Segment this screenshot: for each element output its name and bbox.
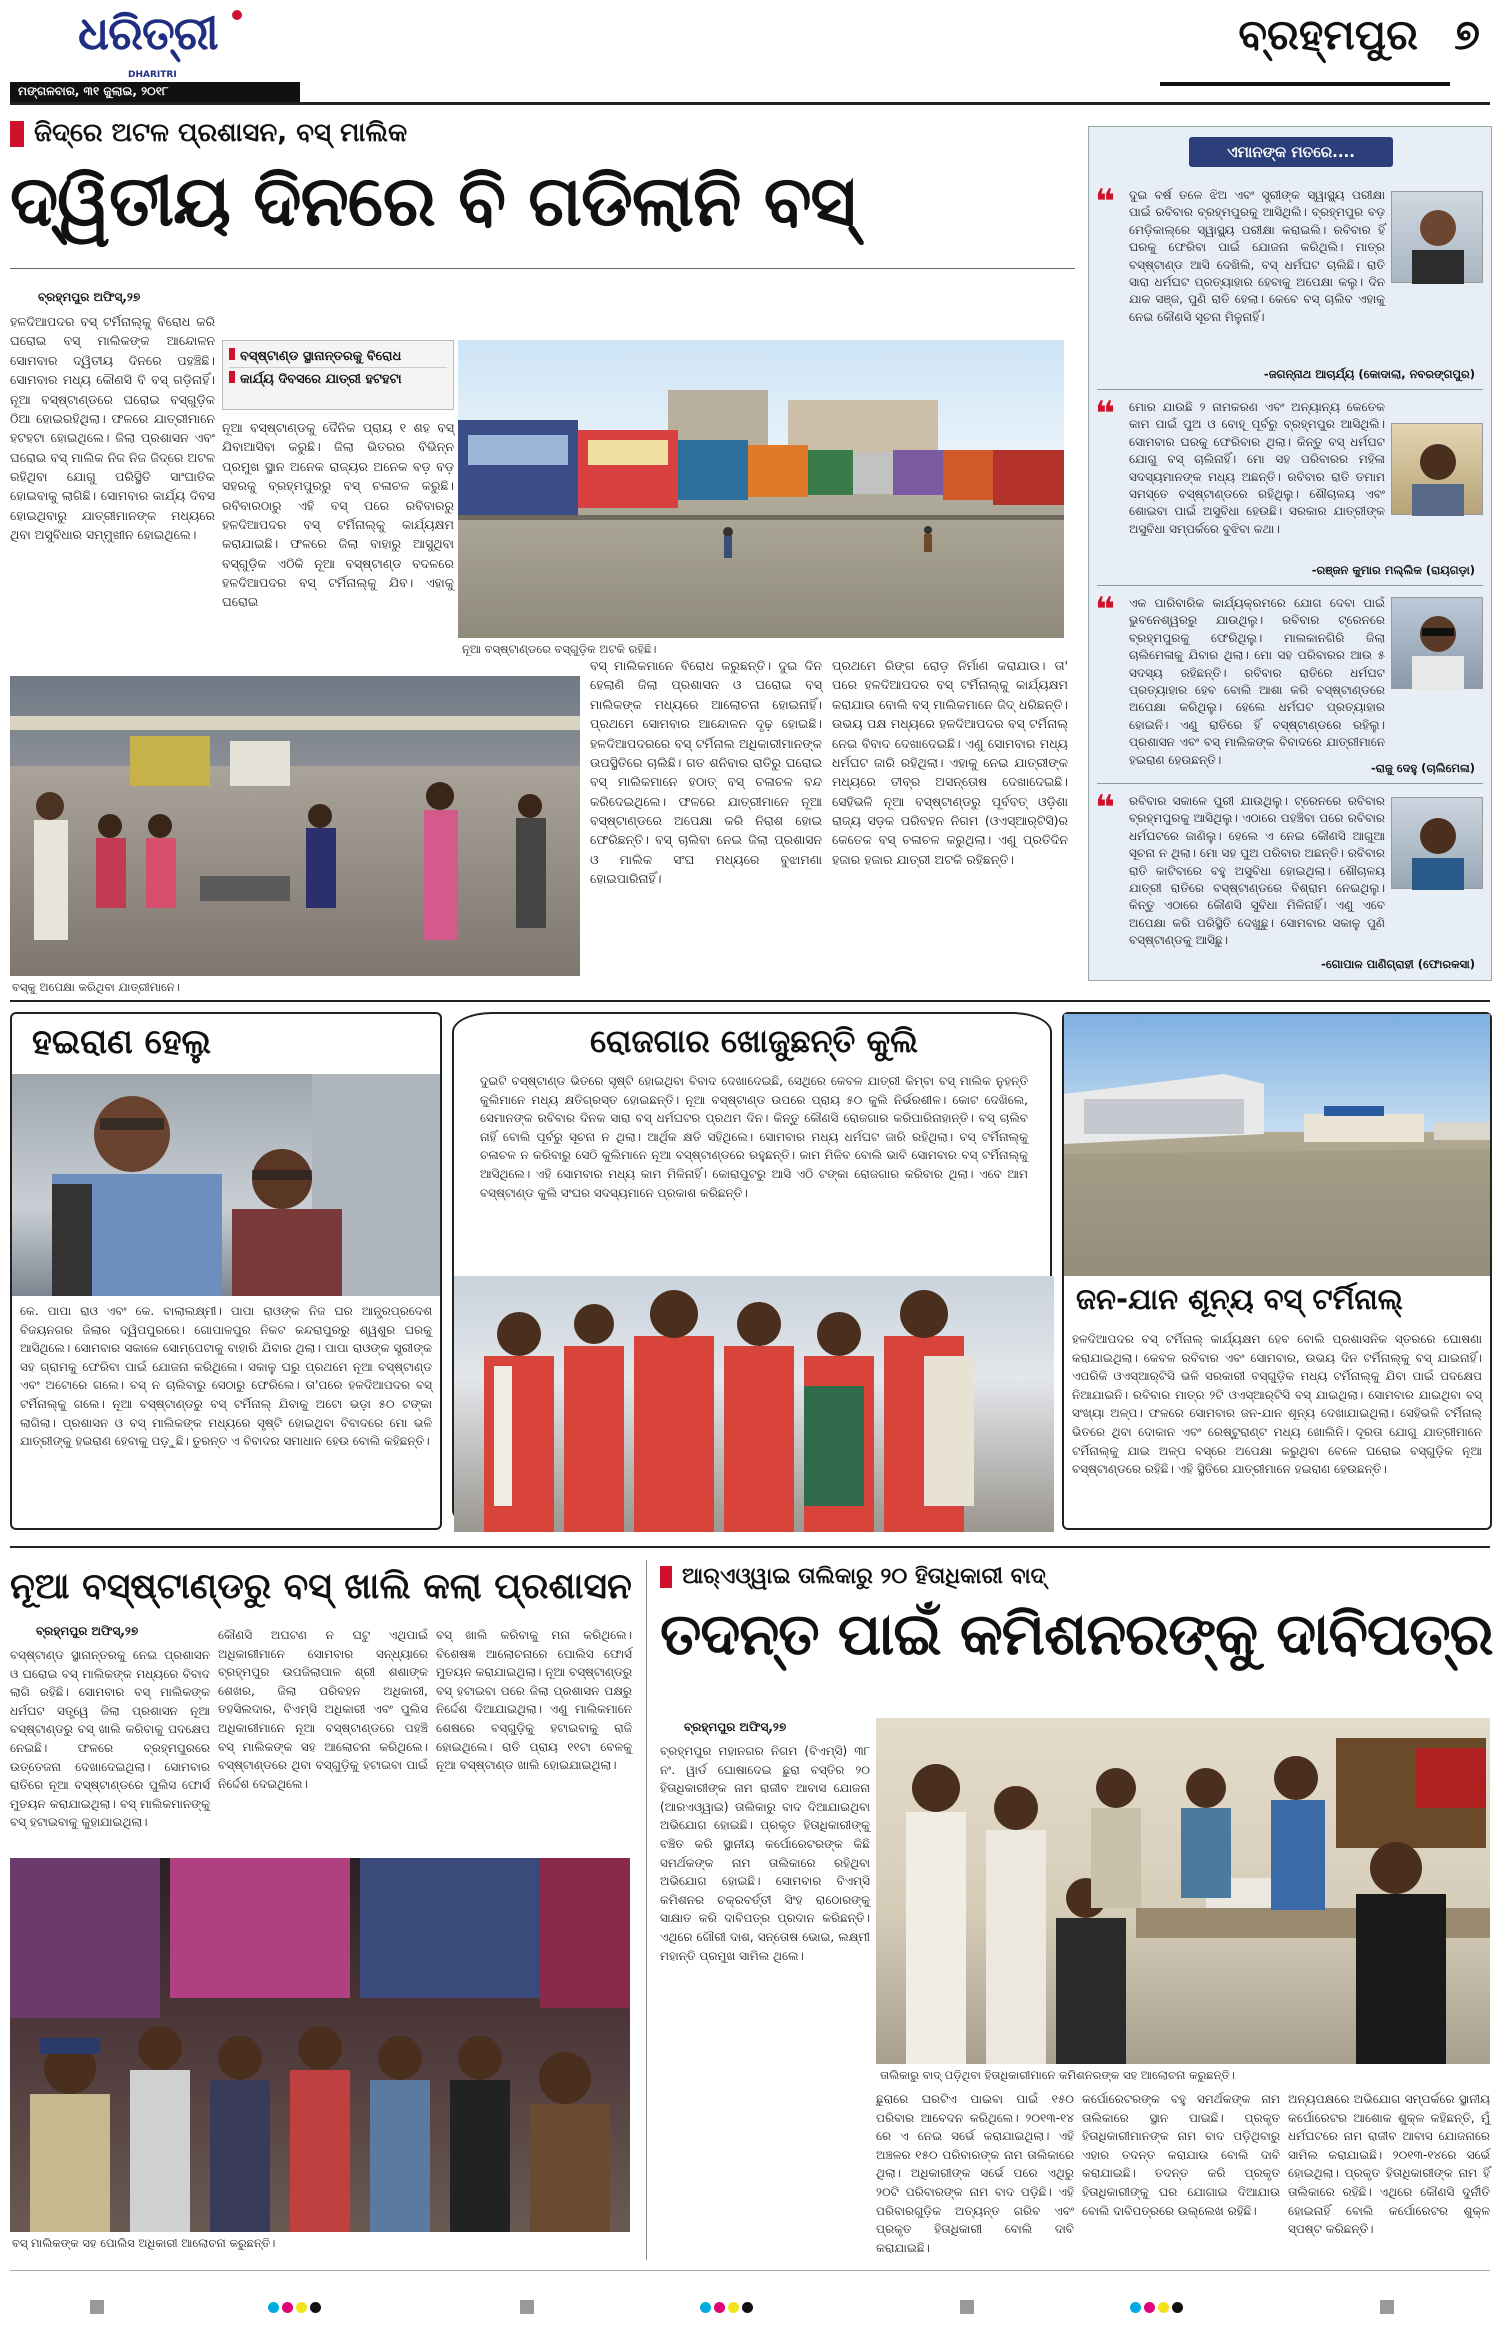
lead-kicker <box>10 118 407 149</box>
lead-col-4: ପ୍ରଥମେ ରିଙ୍ଗ ରୋଡ଼ ନିର୍ମାଣ କରାଯାଉ। ତା' ପରେ ହଳଦିଆପଦର ବସ୍ ଟର୍ମିନାଲ୍‌କୁ କାର୍ଯ୍ୟକ୍ଷମ କରାଯାଉ ବୋଲି ବସ୍ ମାଲିକମାନେ ଜିଦ୍ ଧରିଛନ୍ତି। ଉଭୟ ପକ୍ଷ ମଧ୍ୟରେ ହଳଦିଆପଦର ବସ୍ ଟର୍ମିନାଲ୍ ନେଇ ବିବାଦ ଦେଖାଦେଇଛି। ଏଣୁ ସୋମବାର ମଧ୍ୟ ଧର୍ମଘଟ ଜାରି ରହିଥିଲା। ଏହାକୁ ନେଇ ଯାତ୍ରୀଙ୍କ ମଧ୍ୟରେ ତୀବ୍ର ଅସନ୍ତୋଷ ଦେଖାଦେଇଛି। ସେହିଭଳି ନୂଆ ବସ୍‌ଷ୍ଟାଣ୍ଡରୁ ପୂର୍ବବତ୍ ଓଡ଼ିଶା ରାଜ୍ୟ ସଡ଼କ ପରିବହନ ନିଗମ (ଓଏସ୍‌ଆର୍‌ଟିସି)ର କେତେକ ବସ୍ ଚଳାଚଳ କରୁଥିଲା। ଏଣୁ ପ୍ରତିଦିନ ହଜାର ହଜାର ଯାତ୍ରୀ ଅଟକି ରହିଛନ୍ତି। <box>832 658 1068 867</box>
opinion-1-signature: -ଜଗନ୍ନାଥ ଆଚାର୍ଯ୍ୟ (କୋଦାଲା, ନବରଙ୍ଗପୁର) <box>1263 367 1475 381</box>
quote-icon: ❝ <box>1095 394 1115 434</box>
black-dot-icon <box>742 2302 753 2313</box>
story3-kicker-text: ଆର୍‌ଏଓ୍ୱାଇ ତାଲିକାରୁ ୨୦ ହିତାଧିକାରୀ ବାଦ୍ <box>682 1564 1046 1589</box>
kicker-marker-icon <box>660 1566 672 1588</box>
opinion-2-avatar <box>1391 423 1483 515</box>
kicker-text: ଜିଦ୍‌ରେ ଅଟଳ ପ୍ରଶାସନ, ବସ୍ ମାଲିକ <box>34 118 408 148</box>
quote-icon: ❝ <box>1095 788 1115 828</box>
commissioner-illustration <box>876 1718 1490 2064</box>
story2-col-1: ବସ୍‌ଷ୍ଟାଣ୍ଡ ସ୍ଥାନାନ୍ତରକୁ ନେଇ ପ୍ରଶାସନ ଓ ଘରୋଇ ବସ୍ ମାଲିକଙ୍କ ମଧ୍ୟରେ ବିବାଦ ଲାଗି ରହିଛି। ସୋମବାର ବସ୍ ମାଲିକଙ୍କ ଧର୍ମଘଟ ସତ୍ତ୍ୱେ ଜିଲା ପ୍ରଶାସନ ନୂଆ ବସ୍‌ଷ୍ଟାଣ୍ଡରୁ ବସ୍ ଖାଲି କରିବାକୁ ପଦକ୍ଷେପ ନେଇଛି। ଫଳରେ ବ୍ରହ୍ମପୁରରେ ଉତ୍ତେଜନା ଦେଖାଦେଇଥିଲା। ସୋମବାର ରାତିରେ ନୂଆ ବସ୍‌ଷ୍ଟାଣ୍ଡରେ ପୁଲିସ ଫୋର୍ସ ମୁତୟନ କରାଯାଇଥିଲା। ବସ୍ ମାଲିକମାନଙ୍କୁ ବସ୍ ହଟାଇବାକୁ କୁହାଯାଇଥିଲା। <box>10 1648 210 1830</box>
photo-commissioner <box>876 1718 1490 2064</box>
lead-col-1: ହଳଦିଆପଦର ବସ୍ ଟର୍ମିନାଲ୍‌କୁ ବିରୋଧ କରି ଘରୋଇ ବସ୍ ମାଲିକଙ୍କ ଆନ୍ଦୋଳନ ସୋମବାର ଦ୍ୱିତୀୟ ଦିନରେ ପହଞ୍ଚିଛି। ସୋମବାର ମଧ୍ୟ କୌଣସି ବି ବସ୍ ଗଡ଼ିନାହିଁ। ନୂଆ ବସ୍‌ଷ୍ଟାଣ୍ଡରେ ଘରୋଇ ବସ୍‌ଗୁଡ଼ିକ ଠିଆ ହୋଇରହିଥିଲା। ଫଳରେ ଯାତ୍ରୀମାନେ ହଟହଟା ହୋଇଥିଲେ। ଜିଲା ପ୍ରଶାସନ ଏବଂ ଘରୋଇ ବସ୍ ମାଲିକ ନିଜ ନିଜ ଜିଦ୍‌ରେ ଅଟଳ ରହିଥିବା ଯୋଗୁ ପରିସ୍ଥିତି ସାଂଘାତିକ ହୋଇବାକୁ ଲାଗିଛି। ସୋମବାର କାର୍ଯ୍ୟ ଦିବସ ହୋଇଥିବାରୁ ଯାତ୍ରୀମାନଙ୍କ ମଧ୍ୟରେ ଥିବା ଅସୁବିଧାର ସମ୍ମୁଖୀନ ହୋଇଥିଲେ। <box>10 314 215 543</box>
cyan-dot-icon <box>1130 2302 1141 2313</box>
story3-col-2: ଛୁରାରେ ଘରଟିଏ ପାଇବା ପାଇଁ ୧୫୦ ପରିବାର ଆବେଦନ କରିଥିଲେ। ୨୦୧୩-୧୪ ରେ ଏ ନେଇ ସର୍ଭେ କରାଯାଇଥିଲା। ଏହି ଅଞ୍ଚଳର ୧୫୦ ପରିବାରଙ୍କ ନାମ ତାଲିକାରେ ଥିଲା। ଅଧିକାରୀଙ୍କ ସର୍ଭେ ପରେ ଏଥିରୁ ୨୦ଟି ପରିବାରଙ୍କ ନାମ ବାଦ ପଡ଼ିଛି। ଏହି ପରିବାରଗୁଡ଼ିକ ଅତ୍ୟନ୍ତ ଗରିବ ଏବଂ ପ୍ରକୃତ ହିତାଧିକାରୀ ବୋଲି ଦାବି କରାଯାଇଛି। <box>876 2092 1074 2255</box>
story3-kicker <box>660 1564 1046 1589</box>
couple-illustration <box>12 1074 440 1296</box>
photo-coolies <box>454 1276 1054 1532</box>
print-registration-marks <box>0 2300 1500 2320</box>
story2-col-2: କୌଣସି ଅଘଟଣ ନ ଘଟୁ ଏଥିପାଇଁ ଅଧିକାରୀମାନେ ସୋମବାର ସନ୍ଧ୍ୟାରେ ବ୍ରହ୍ମପୁର ଉପଜିଲାପାଳ ଶ୍ରୀ ଶଶାଙ୍କ ଶେଖର, ଜିଲା ପରିବହନ ଅଧିକାରୀ, ତହସିଲଦାର, ବିଏମ୍‌ସି ଅଧିକାରୀ ଏବଂ ପୁଲିସ ଅଧିକାରୀମାନେ ନୂଆ ବସ୍‌ଷ୍ଟାଣ୍ଡରେ ପହଞ୍ଚି ବସ୍ ମାଲିକଙ୍କ ସହ ଆଲୋଚନା କରିଥିଲେ। ବସ୍‌ଷ୍ଟାଣ୍ଡରେ ଥିବା ବସ୍‌ଗୁଡ଼ିକୁ ହଟାଇବା ପାଇଁ ନିର୍ଦ୍ଦେଶ ଦେଇଥିଲେ। <box>218 1628 428 1791</box>
passengers-illustration <box>10 676 580 976</box>
lead-dateline: ବ୍ରହ୍ମପୁର ଅଫିସ୍,୨୭ <box>38 290 141 304</box>
photo-passengers-caption: ବସ୍‌କୁ ଅପେକ୍ଷା କରିଥିବା ଯାତ୍ରୀମାନେ। <box>12 980 180 994</box>
opinion-3-text: ଏକ ପାରିବାରିକ କାର୍ଯ୍ୟକ୍ରମରେ ଯୋଗ ଦେବା ପାଇଁ ଭୁବନେଶ୍ୱରରୁ ଯାଉଥିଲୁ। ରବିବାର ଟ୍ରେନରେ ବ୍ରହ୍ମପୁରକୁ ଫେରିଥିଲୁ। ମାଲକାନଗିରି ଜିଲା ଚାଲିମେଳାକୁ ଯିବାର ଥିଲା। ମୋ ସହ ପରିବାରର ଆଉ ୫ ସଦସ୍ୟ ରହିଛନ୍ତି। ରବିବାର ରାତିରେ ଧର୍ମଘଟ ପ୍ରତ୍ୟାହାର ହେବ ବୋଲି ଆଶା କରି ବସ୍‌ଷ୍ଟାଣ୍ଡରେ ଅପେକ୍ଷା କରିଥିଲୁ। ହେଲେ ଧର୍ମଘଟ ପ୍ରତ୍ୟାହାର ହୋଇନି। ଏଣୁ ରାତିରେ ହିଁ ବସ୍‌ଷ୍ଟାଣ୍ଡରେ ରହିଲୁ। ପ୍ରଶାସନ ଏବଂ ବସ୍ ମାଲିକଙ୍କ ବିବାଦରେ ଯାତ୍ରୀମାନେ ହଇରାଣ ହେଉଛନ୍ତି। <box>1129 596 1385 767</box>
terminal-illustration <box>1064 1014 1490 1276</box>
opinion-divider <box>1097 585 1483 586</box>
opinion-4-avatar <box>1391 797 1483 889</box>
opinion-3-signature: -ରାଜୁ ଦେହୁ (ଚାଲିମେଳା) <box>1370 761 1475 775</box>
gray-swatch <box>960 2300 974 2314</box>
gray-swatch <box>1380 2300 1394 2314</box>
magenta-dot-icon <box>1144 2302 1155 2313</box>
yellow-dot-icon <box>728 2302 739 2313</box>
photo-passengers <box>10 676 580 976</box>
opinion-3-avatar <box>1391 597 1483 689</box>
police-illustration <box>10 1858 630 2232</box>
magenta-dot-icon <box>282 2302 293 2313</box>
cyan-dot-icon <box>268 2302 279 2313</box>
yellow-dot-icon <box>296 2302 307 2313</box>
opinion-1-avatar <box>1391 191 1483 283</box>
opinion-4-signature: -ଗୋପାଳ ପାଣିଗ୍ରାହୀ (ଫୋରକସା) <box>1321 957 1475 971</box>
bus-stand-illustration <box>458 340 1064 638</box>
opinion-divider <box>1097 389 1483 390</box>
page-number: ୭ <box>1454 10 1480 59</box>
lead-headline: ଦ୍ୱିତୀୟ ଦିନରେ ବି ଗଡିଲାନି ବସ୍ <box>10 160 856 242</box>
masthead-divider <box>10 102 1490 105</box>
quote-icon: ❝ <box>1095 182 1115 222</box>
lead-col-3: ବସ୍ ମାଲିକମାନେ ବିରୋଧ କରୁଛନ୍ତି। ଦୁଇ ଦିନ ହେଲାଣି ଜିଲା ପ୍ରଶାସନ ଓ ଘରୋଇ ବସ୍ ମାଲିକଙ୍କ ମଧ୍ୟରେ ଆଲୋଚନା ହୋଇନାହିଁ। ପ୍ରଥମେ ସୋମବାର ଆନ୍ଦୋଳନ ଦୃଢ଼ ହୋଇଛି। ହଳଦିଆପଦରରେ ବସ୍ ଟର୍ମିନାଲ ଅଧିକାରୀମାନଙ୍କ ଉପସ୍ଥିତିରେ ଚାଲିଛି। ଗତ ଶନିବାର ରାତିରୁ ଘରୋଇ ବସ୍ ମାଲିକମାନେ ହଠାତ୍ ବସ୍ ଚଳାଚଳ ବନ୍ଦ କରିଦେଇଥିଲେ। ଫଳରେ ଯାତ୍ରୀମାନେ ନୂଆ ବସ୍‌ଷ୍ଟାଣ୍ଡରେ ଅପେକ୍ଷା କରି ନିରାଶ ହୋଇ ଫେରିଛନ୍ତି। ବସ୍ ଚାଲିବା ନେଇ ଜିଲା ପ୍ରଶାସନ ଓ ମାଲିକ ସଂଘ ମଧ୍ୟରେ ବୁଝାମଣା ହୋଇପାରିନାହିଁ। <box>590 658 822 887</box>
cyan-dot-icon <box>700 2302 711 2313</box>
photo-bus-stand-caption: ନୂଆ ବସ୍‌ଷ୍ଟାଣ୍ଡରେ ବସ୍‌ଗୁଡ଼ିକ ଅଟକି ରହିଛି। <box>462 642 657 656</box>
section-divider <box>10 1546 1490 1548</box>
black-dot-icon <box>1172 2302 1183 2313</box>
story3-dateline: ବ୍ରହ୍ମପୁର ଅଫିସ୍,୨୭ <box>684 1720 787 1734</box>
photo-terminal <box>1064 1014 1490 1276</box>
magenta-dot-icon <box>714 2302 725 2313</box>
box-coolies <box>452 1012 1052 1530</box>
box-terminal-title: ଜନ-ଯାନ ଶୂନ୍ୟ ବସ୍ ଟର୍ମିନାଲ୍ <box>1076 1282 1403 1316</box>
section-divider <box>10 1000 1490 1002</box>
black-dot-icon <box>310 2302 321 2313</box>
box-coolies-title: ରୋଜଗାର ଖୋଜୁଛନ୍ତି କୁଲି <box>589 1022 918 1060</box>
box-hairan-text: କେ. ପାପା ରାଓ ଏବଂ କେ. ବାଲାଲକ୍ଷ୍ମୀ। ପାପା ରାଓଙ୍କ ନିଜ ଘର ଆନ୍ଧ୍ରପ୍ରଦେଶ ବିଜୟନଗର ଜିଲାର ଦ୍ୱିପପୁରରେ। ଗୋପାଳପୁର ନିକଟ କନ୍ଦରାପୁରରୁ ଶ୍ୱଶୁର ଘରକୁ ଆସିଥିଲେ। ସୋମବାର ସକାଳେ ସୋମ୍ପେଟାକୁ ବାହାରି ଯିବାର ଥିଲା। ପାପା ରାଓଙ୍କ ସ୍ତ୍ରୀଙ୍କ ସହ ଗ୍ରାମକୁ ଫେରିବା ପାଇଁ ଯୋଜନା କରିଥିଲେ। ସକାଳୁ ଘରୁ ପ୍ରଥମେ ନୂଆ ବସ୍‌ଷ୍ଟାଣ୍ଡ ଏବଂ ଅଟୋରେ ଗଲେ। ବସ୍ ନ ଚାଲିବାରୁ ସେଠାରୁ ଫେରିଲେ। ତା'ପରେ ହଳଦିଆପଦର ବସ୍ ଟର୍ମିନାଲ୍‌କୁ ଗଲେ। ନୂଆ ବସ୍‌ଷ୍ଟାଣ୍ଡରୁ ବସ୍ ଟର୍ମିନାଲ୍ ଯିବାକୁ ଅଟୋ ଭଡ଼ା ୫୦ ଟଙ୍କା ଲାଗିଲା। ପ୍ରଶାସନ ଓ ବସ୍ ମାଲିକଙ୍କ ମଧ୍ୟରେ ସୃଷ୍ଟି ହୋଇଥିବା ବିବାଦରେ ମୋ ଭଳି ଯାତ୍ରୀଙ୍କୁ ହଇରାଣ ହେବାକୁ ପଡ଼ୁଛି। ତୁରନ୍ତ ଏ ବିବାଦର ସମାଧାନ ହେଉ ବୋଲି କହିଛନ୍ତି। <box>20 1304 432 1449</box>
photo-couple <box>12 1074 440 1296</box>
opinion-2-text: ମୋର ଯାଉଛି ୨ ନାମକରଣ ଏବଂ ଅନ୍ୟାନ୍ୟ କେତେକ କାମ ପାଇଁ ପୁଅ ଓ ବୋହୂ ପୂର୍ବରୁ ବ୍ରହ୍ମପୁର ଆସିଥିଲି। ସୋମବାର ଘରକୁ ଫେରିବାର ଥିଲା। କିନ୍ତୁ ବସ୍ ଧର୍ମଘଟ ଯୋଗୁ ବସ୍ ଚାଲିନାହିଁ। ମୋ ସହ ପରିବାରର ମହିଳା ସଦସ୍ୟମାନଙ୍କ ମଧ୍ୟ ଅଛନ୍ତି। ରବିବାର ରାତି ତମାମ ସମସ୍ତେ ବସ୍‌ଷ୍ଟାଣ୍ଡରେ ରହିଥିଲୁ। ଶୌଚାଳୟ ଏବଂ ଶୋଇବା ପାଇଁ ଅସୁବିଧା ହେଉଛି। ସରକାର ଯାତ୍ରୀଙ୍କ ଅସୁବିଧା ସମ୍ପର୍କରେ ବୁଝିବା କଥା। <box>1129 400 1385 536</box>
photo-commissioner-caption: ତାଲିକାରୁ ବାଦ୍ ପଡ଼ିଥିବା ହିତାଧିକାରୀମାନେ କମିଶନରଙ୍କ ସହ ଆଲୋଚନା କରୁଛନ୍ତି। <box>880 2068 1235 2082</box>
footer-rule <box>10 2270 1490 2271</box>
coolies-illustration <box>454 1276 1054 1532</box>
opinion-divider <box>1097 783 1483 784</box>
kicker-marker-icon <box>10 121 24 147</box>
lead-rule <box>10 268 1075 269</box>
box-terminal <box>1062 1012 1492 1530</box>
gray-swatch <box>90 2300 104 2314</box>
section-underline <box>1160 82 1450 86</box>
story2-headline: ନୂଆ ବସ୍‌ଷ୍ଟାଣ୍ଡରୁ ବସ୍ ଖାଲି କଲା ପ୍ରଶାସନ <box>10 1566 632 1607</box>
opinion-2-signature: -ରଞ୍ଜନ କୁମାର ମଲ୍ଲିକ (ରାୟଗଡ଼ା) <box>1311 563 1475 577</box>
edition-date: ମଙ୍ଗଳବାର, ୩୧ ଜୁଲାଇ, ୨୦୧୮ <box>18 84 169 98</box>
box-hairan-title: ହଇରାଣ ହେଲୁ <box>32 1022 212 1062</box>
subhead-2: କାର୍ଯ୍ୟ ଦିବସରେ ଯାତ୍ରୀ ହଟହଟା <box>229 368 447 390</box>
logo-dot-icon <box>232 10 242 20</box>
story3-col-1: ବ୍ରହ୍ମପୁର ମହାନଗର ନିଗମ (ବିଏମ୍‌ସି) ୩୮ ନଂ. ୱାର୍ଡ ଘୋଷାଦେଇ ଛୁରା ବସ୍ତିର ୨୦ ହିତାଧିକାରୀଙ୍କ ନାମ ରାଜୀବ ଆବାସ ଯୋଜନା (ଆରଏଓ୍ୱାଇ) ତାଲିକାରୁ ବାଦ ଦିଆଯାଇଥିବା ଅଭିଯୋଗ ହୋଇଛି। ପ୍ରକୃତ ହିତାଧିକାରୀଙ୍କୁ ବଞ୍ଚିତ କରି ସ୍ଥାନୀୟ କର୍ପୋରେଟରଙ୍କ କିଛି ସମର୍ଥକଙ୍କ ନାମ ତାଲିକାରେ ରହିଥିବା ଅଭିଯୋଗ ହୋଇଛି। ସୋମବାର ବିଏମ୍‌ସି କମିଶନର ଚକ୍ରବର୍ତ୍ତୀ ସିଂହ ରାଠୋରଙ୍କୁ ସାକ୍ଷାତ କରି ଦାବିପତ୍ର ପ୍ରଦାନ କରିଛନ୍ତି। ଏଥିରେ ଗୌରୀ ଦାଶ, ସନ୍ତୋଷ ଭୋଇ, ଲକ୍ଷ୍ମୀ ମହାନ୍ତି ପ୍ରମୁଖ ସାମିଲ ଥିଲେ। <box>660 1744 870 1963</box>
photo-bus-stand <box>458 340 1064 638</box>
column-divider <box>646 1560 647 2260</box>
quote-icon: ❝ <box>1095 590 1115 630</box>
lead-subheads <box>222 340 454 410</box>
subhead-1: ବସ୍‌ଷ୍ଟାଣ୍ଡ ସ୍ଥାନାନ୍ତରକୁ ବିରୋଧ <box>229 345 447 368</box>
logo-sub: DHARITRI <box>128 70 177 80</box>
photo-police-talks <box>10 1858 630 2232</box>
yellow-dot-icon <box>1158 2302 1169 2313</box>
story3-col-4: ଅନ୍ୟପକ୍ଷରେ ଅଭିଯୋଗ ସମ୍ପର୍କରେ ସ୍ଥାନୀୟ କର୍ପୋରେଟର ଆଶୋକ ଶୁକ୍ଳ କହିଛନ୍ତି, ମୁଁ ଧର୍ମଘଟରେ ନାମ ରାଜୀବ ଆବାସ ଯୋଜନାରେ ସାମିଲ କରାଯାଇଛି। ୨୦୧୩-୧୪ରେ ସର୍ଭେ ହୋଇଥିଲା। ପ୍ରକୃତ ହିତାଧିକାରୀଙ୍କ ନାମ ହିଁ ତାଲିକାରେ ରହିଛି। ଏଥିରେ କୌଣସି ଦୁର୍ନୀତି ହୋଇନାହିଁ ବୋଲି କର୍ପୋରେଟର ଶୁକ୍ଳ ସ୍ପଷ୍ଟ କରିଛନ୍ତି। <box>1288 2092 1490 2237</box>
opinions-title: ଏମାନଙ୍କ ମତରେ.... <box>1189 137 1393 167</box>
story2-col-3: ବସ୍ ଖାଲି କରିବାକୁ ମନା କରିଥିଲେ। ବିଶେଷଜ୍ଞ ଆଲୋଚନାରେ ପୋଲିସ ଫୋର୍ସ ମୁତୟନ କରାଯାଇଥିଲା। ନୂଆ ବସ୍‌ଷ୍ଟାଣ୍ଡରୁ ବସ୍ ହଟାଇବା ପରେ ଜିଲା ପ୍ରଶାସନ ପକ୍ଷରୁ ନିର୍ଦ୍ଦେଶ ଦିଆଯାଇଥିଲା। ଏଣୁ ମାଲିକମାନେ ଶେଷରେ ବସ୍‌ଗୁଡ଼ିକୁ ହଟାଇବାକୁ ରାଜି ହୋଇଥିଲେ। ରାତି ପ୍ରାୟ ୧୧ଟା ବେଳକୁ ନୂଆ ବସ୍‌ଷ୍ଟାଣ୍ଡ ଖାଲି ହୋଇଯାଇଥିଲା। <box>436 1628 632 1773</box>
opinion-1-text: ଦୁଇ ବର୍ଷ ତଳେ ଝିଅ ଏବଂ ସ୍ତ୍ରୀଙ୍କ ସ୍ୱାସ୍ଥ୍ୟ ପରୀକ୍ଷା ପାଇଁ ରବିବାର ବ୍ରହ୍ମପୁରକୁ ଆସିଥିଲି। ବ୍ରହ୍ମପୁର ବଡ଼ ମେଡ଼ିକାଲ୍‌ରେ ସ୍ୱାସ୍ଥ୍ୟ ପରୀକ୍ଷା କରାଇଲି। ରବିବାର ହିଁ ଘରକୁ ଫେରିବା ପାଇଁ ଯୋଜନା କରିଥିଲି। ମାତ୍ର ବସ୍‌ଷ୍ଟାଣ୍ଡ ଆସି ଦେଖିଲି, ବସ୍ ଧର୍ମଘଟ ଚାଲିଛି। ରାତି ସାରା ଧର୍ମଘଟ ପ୍ରତ୍ୟାହାର ହେବାକୁ ଅପେକ୍ଷା କଲୁ। ଦିନ ଯାକ ସଞ୍ଜ, ପୁଣି ରାତି ହେଲା। କେବେ ବସ୍ ଚାଲିବ ଏହାକୁ ନେଇ କୌଣସି ସୂଚନା ମିଳୁନାହିଁ। <box>1129 188 1385 324</box>
logo: ଧରିତ୍ରୀ <box>78 6 218 60</box>
story2-dateline: ବ୍ରହ୍ମପୁର ଅଫିସ୍,୨୭ <box>36 1624 139 1638</box>
opinion-4-text: ରବିବାର ସକାଳେ ପୁରୀ ଯାଉଥିଲୁ। ଟ୍ରେନରେ ରବିବାର ବ୍ରହ୍ମପୁରକୁ ଆସିଥିଲୁ। ଏଠାରେ ପହଞ୍ଚିବା ପରେ ରବିବାର ଧର୍ମଘଟରେ ଜାଣିଲୁ। ହେଲେ ଏ ନେଇ କୌଣସି ଆଗୁଆ ସୂଚନା ନ ଥିଲା। ମୋ ସହ ପୁଅ ପରିବାର ଅଛନ୍ତି। ରବିବାର ରାତି କାଟିବାରେ ବହୁ ଅସୁବିଧା ହୋଇଥିଲା। ଶୌଚାଳୟ ଯାତ୍ରୀ ରାତିରେ ବସ୍‌ଷ୍ଟାଣ୍ଡରେ ବିଶ୍ରାମ ନେଇଥିଲୁ। କିନ୍ତୁ ଏଠାରେ କୌଣସି ସୁବିଧା ମିଳିନାହିଁ। ଏଣୁ ଏବେ ଅପେକ୍ଷା କରି ପରିସ୍ଥିତି ଦେଖୁଛୁ। ସୋମବାର ସକାଳୁ ପୁଣି ବସ୍‌ଷ୍ଟାଣ୍ଡକୁ ଆସିଛୁ। <box>1129 794 1385 948</box>
lead-col-2: ନୂଆ ବସ୍‌ଷ୍ଟାଣ୍ଡକୁ ଦୈନିକ ପ୍ରାୟ ୧ ଶହ ବସ୍ ଯିବାଆସିବା କରୁଛି। ଜିଲା ଭିତରର ବିଭିନ୍ନ ପ୍ରମୁଖ ସ୍ଥାନ ଅନେକ ରାଜ୍ୟର ଅନେକ ବଡ଼ ବଡ଼ ସହରକୁ ବ୍ରହ୍ମପୁରରୁ ବସ୍ ଚଳାଚଳ କରୁଛି। ରବିବାରଠାରୁ ଏହି ବସ୍ ପରେ ରବିବାରରୁ ହଳଦିଆପଦର ବସ୍ ଟର୍ମିନାଲ୍‌କୁ କାର୍ଯ୍ୟକ୍ଷମ କରାଯାଇଛି। ଫଳରେ ଜିଲା ବାହାରୁ ଆସୁଥିବା ବସ୍‌ଗୁଡ଼ିକ ଏଠିକି ନୂଆ ବସ୍‌ଷ୍ଟାଣ୍ଡ ବଦଳରେ ହଳଦିଆପଦର ବସ୍ ଟର୍ମିନାଲ୍‌କୁ ଯିବ। ଏହାକୁ ଘରୋଇ <box>222 420 454 610</box>
section-title: ବ୍ରହ୍ମପୁର <box>1238 10 1418 59</box>
box-coolies-text: ଦୁଇଟି ବସ୍‌ଷ୍ଟାଣ୍ଡ ଭିତରେ ସୃଷ୍ଟି ହୋଇଥିବା ବିବାଦ ଦେଖାଦେଇଛି, ସେଥିରେ କେବଳ ଯାତ୍ରୀ କିମ୍ବା ବସ୍ ମାଲିକ ନୁହନ୍ତି କୁଲିମାନେ ମଧ୍ୟ କ୍ଷତିଗ୍ରସ୍ତ ହୋଇଛନ୍ତି। ନୂଆ ବସ୍‌ଷ୍ଟାଣ୍ଡ ଉପରେ ପ୍ରାୟ ୫୦ କୁଲି ନିର୍ଭରଶୀଳ। କୋଟ ଦେଖିଲେ, ସେମାନଙ୍କ ରବିବାର ଦିନକ ସାରା ବସ୍ ଧର୍ମଘଟର ପ୍ରଥମ ଦିନ। କିନ୍ତୁ କୌଣସି ରୋଜଗାର କରିପାରିନାହାନ୍ତି। ବସ୍ ଚାଲିବ ନାହିଁ ବୋଲି ପୂର୍ବରୁ ସୂଚନା ନ ଥିଲା। ଆର୍ଥିକ କ୍ଷତି ସହିଥିଲେ। ସୋମବାର ମଧ୍ୟ ଧର୍ମଘଟ ଜାରି ରହିଥିଲା। ବସ୍ ଟର୍ମିନାଲ୍‌କୁ ଚଳାଚଳ ନ କରିବାରୁ ସେଠି କୁଲିମାନେ ନୂଆ ବସ୍‌ଷ୍ଟାଣ୍ଡରେ ରହୁଛନ୍ତି। କାମ ମିଳିବ ବୋଲି ଭାବି ସୋମବାର ବସ୍ ଟର୍ମିନାଲ୍‌କୁ ଆସିଥିଲେ। ଏହି ସୋମବାର ମଧ୍ୟ କାମ ମିଳିନାହିଁ। କୋରାପୁଟରୁ ଆସି ଏଠି ଟଙ୍କା ରୋଜଗାର କରିବାର ଥିଲା। ଏବେ ଆମ ବସ୍‌ଷ୍ଟାଣ୍ଡ କୁଲି ସଂଘର ସଦସ୍ୟମାନେ ପ୍ରକାଶ କରିଛନ୍ତି। <box>480 1074 1028 1200</box>
box-terminal-text: ହଳଦିଆପଦର ବସ୍ ଟର୍ମିନାଲ୍ କାର୍ଯ୍ୟକ୍ଷମ ହେବ ବୋଲି ପ୍ରଶାସନିକ ସ୍ତରରେ ଘୋଷଣା କରାଯାଇଥିଲା। କେବଳ ରବିବାର ଏବଂ ସୋମବାର, ଉଭୟ ଦିନ ଟର୍ମିନାଲ୍‌କୁ ବସ୍ ଯାଇନାହିଁ। ଏପରିକି ଓଏସ୍‌ଆର୍‌ଟିସି ଭଳି ସରକାରୀ ବସ୍‌ଗୁଡ଼ିକ ମଧ୍ୟ ଟର୍ମିନାଲ୍‌କୁ ଯିବା ପାଇଁ ପଦକ୍ଷେପ ନିଆଯାଇନି। ରବିବାର ମାତ୍ର ୨ଟି ଓଏସ୍‌ଆର୍‌ଟିସି ବସ୍ ଯାଇଥିଲା। ସୋମବାର ଯାଇଥିବା ବସ୍ ସଂଖ୍ୟା ଅଳ୍ପ। ଫଳରେ ସୋମବାର ଜନ-ଯାନ ଶୂନ୍ୟ ଦେଖାଯାଇଥିଲା। ସେହିଭଳି ଟର୍ମିନାଲ୍ ଭିତରେ ଥିବା ଦୋକାନ ଏବଂ ରେଷ୍ଟୁରାଣ୍ଟ ମଧ୍ୟ ଖୋଲିନି। ଦୂରତା ଯୋଗୁ ଯାତ୍ରୀମାନେ ଟର୍ମିନାଲ୍‌କୁ ଯାଇ ଅଳ୍ପ ବସ୍‌ରେ ଅପେକ୍ଷା କରୁଥିବା ବେଳେ ଘରୋଇ ବସ୍‌ଗୁଡ଼ିକ ନୂଆ ବସ୍‌ଷ୍ଟାଣ୍ଡରେ ରହିଛି। ଏହି ସ୍ଥିତିରେ ଯାତ୍ରୀମାନେ ହଇରାଣ ହେଉଛନ୍ତି। <box>1072 1332 1482 1477</box>
box-hairan <box>10 1012 442 1530</box>
story3-col-3: କର୍ପୋରେଟରଙ୍କ ବହୁ ସମର୍ଥକଙ୍କ ନାମ ତାଲିକାରେ ସ୍ଥାନ ପାଇଛି। ପ୍ରକୃତ ହିତାଧିକାରୀମାନଙ୍କ ନାମ ବାଦ ପଡ଼ିଥିବାରୁ ଏହାର ତଦନ୍ତ କରାଯାଉ ବୋଲି ଦାବି କରାଯାଇଛି। ତଦନ୍ତ କରି ପ୍ରକୃତ ହିତାଧିକାରୀଙ୍କୁ ଘର ଯୋଗାଇ ଦିଆଯାଉ ବୋଲି ଦାବିପତ୍ରରେ ଉଲ୍ଲେଖ ରହିଛି। <box>1082 2092 1280 2218</box>
opinions-sidebar <box>1088 126 1492 981</box>
story3-headline: ତଦନ୍ତ ପାଇଁ କମିଶନରଙ୍କୁ ଦାବିପତ୍ର <box>660 1600 1493 1668</box>
photo-police-caption: ବସ୍ ମାଲିକଙ୍କ ସହ ପୋଲିସ ଅଧିକାରୀ ଆଲୋଚନା କରୁଛନ୍ତି। <box>12 2236 276 2250</box>
gray-swatch <box>520 2300 534 2314</box>
masthead <box>0 0 1500 98</box>
